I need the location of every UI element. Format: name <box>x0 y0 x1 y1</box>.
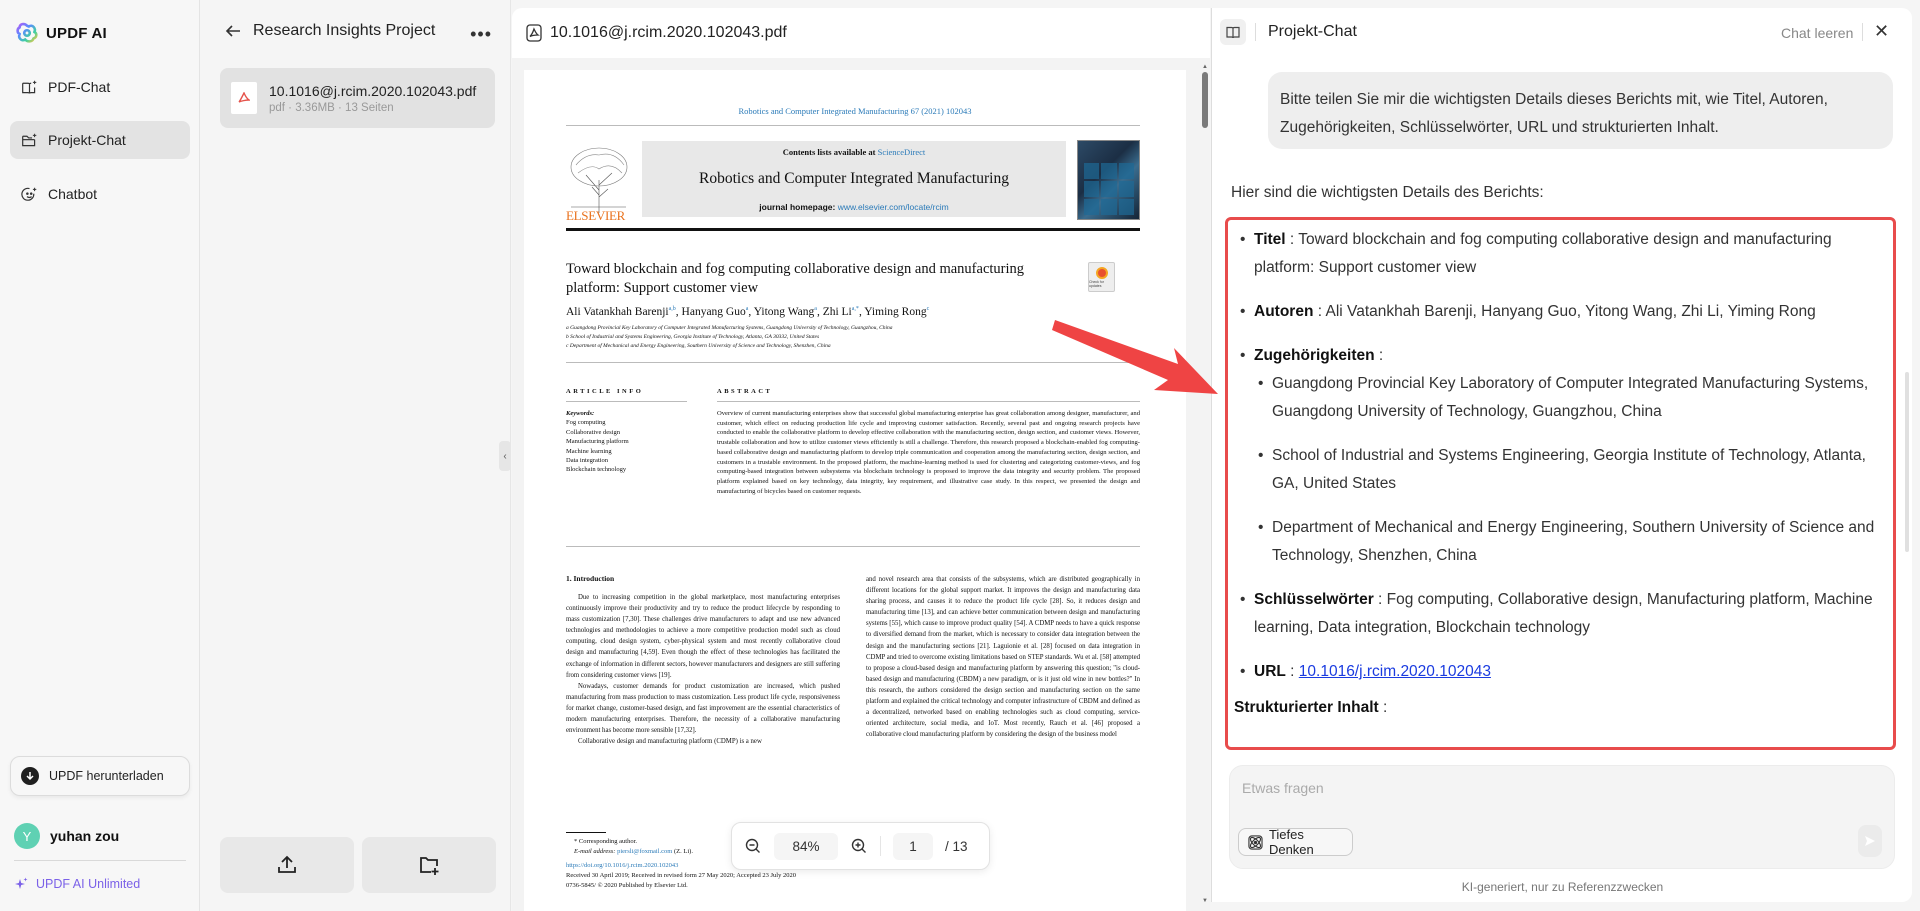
updf-logo-icon <box>16 22 38 44</box>
affiliation-item: • Guangdong Provincial Key Laboratory of Computer Integrated Manufacturing Systems, Guangdong University of Technology, Guangzhou, China <box>1234 370 1893 426</box>
pdf-file-icon <box>231 82 257 114</box>
answer-label: Zugehörigkeiten <box>1254 347 1375 364</box>
received-dates: Received 30 April 2019; Received in revised form 27 May 2020; Accepted 23 July 2020 <box>566 872 796 879</box>
publisher-name: ELSEVIER <box>566 208 625 223</box>
author-email-link[interactable]: piersli@foxmail.com <box>617 848 673 855</box>
chat-panel <box>1211 8 1912 902</box>
answer-value: : Ali Vatankhah Barenji, Hanyang Guo, Yitong Wang, Zhi Li, Yiming Rong <box>1313 303 1816 320</box>
send-icon <box>1864 835 1876 847</box>
sciencedirect-link[interactable]: ScienceDirect <box>877 147 926 157</box>
zoom-toolbar <box>731 822 990 870</box>
author-name: Zhi Li <box>822 306 852 318</box>
divider <box>566 401 687 402</box>
upload-icon <box>276 854 298 876</box>
answer-value: : Toward blockchain and fog computing collaborative design and manufacturing platform: Support customer view <box>1254 231 1832 276</box>
unlimited-label: UPDF AI Unlimited <box>36 877 141 891</box>
divider <box>566 125 1140 126</box>
sparkle-icon <box>14 877 28 891</box>
atom-icon <box>1248 835 1263 850</box>
pdf-page <box>524 70 1186 911</box>
sidebar-item-projekt-chat[interactable] <box>10 121 190 159</box>
deep-think-toggle[interactable] <box>1238 828 1353 856</box>
answer-intro: Hier sind die wichtigsten Details des Berichts: <box>1231 184 1544 201</box>
viewer-file-title: 10.1016@j.rcim.2020.102043.pdf <box>550 24 787 41</box>
send-button[interactable] <box>1858 825 1882 857</box>
bot-face-icon <box>21 186 38 203</box>
pdf-file-icon <box>526 24 542 42</box>
intro-column-right <box>866 574 1140 740</box>
intro-paragraph: and novel research area that consists of the subsystems, which are distributed geographically in different locations for the global support market. It improves the design and manufacturing data sharing process, and causes it to reduce the product life cycle [28]. So, it reduces design and manufacturing time [13], and can achieve better communication between design and manufacturing systems [55], which cause to improve product quality [54]. A CDMP needs to have a quick response to diversified demand from the market, which is necessary to consider data integration between the design and the manufacturing sections [21]. Laguionie et al. [28] focused on data integration in CDMP and tried to overcome existing limitations based on STEP standards. Wu et al. [58] attempted to propose a cloud-based design and manufacturing platform by answering this question; "is cloud-based design and manufacturing (CBDM) a new paradigm, or is it just old wine in new bottles?" In this research, the authors considered the design section and manufacturing section on the same platform and explained the critical technology and computer infrastructure of CBDM and defined as a decentralized, networked based on enabling technologies such as cloud computing, service-oriented architecture, social media, and IoT. Most recently, Rauch et al. [46] proposed a collaborative cloud manufacturing platform by considering the design of the business model <box>866 576 1140 739</box>
affiliation-item: • Department of Mechanical and Energy Engineering, Southern University of Science and Technology, Shenzhen, China <box>1234 514 1893 570</box>
abstract-heading: ABSTRACT <box>717 388 773 395</box>
keywords-list <box>566 409 629 475</box>
project-header <box>225 22 435 40</box>
paper-affiliations <box>566 324 893 351</box>
scrollbar-thumb[interactable] <box>1202 72 1208 128</box>
doi-link[interactable]: https://doi.org/10.1016/j.rcim.2020.102043 <box>566 862 679 869</box>
upload-button[interactable] <box>220 837 354 893</box>
download-updf-button[interactable] <box>10 756 190 796</box>
structured-content-heading: Strukturierter Inhalt <box>1234 699 1379 716</box>
sidebar-item-label: Projekt-Chat <box>48 132 126 148</box>
brand <box>16 22 107 44</box>
ai-disclaimer: KI-generiert, nur zu Referenzzwecken <box>1461 880 1664 894</box>
contents-prefix: Contents lists available at <box>782 147 878 157</box>
new-folder-button[interactable] <box>362 837 496 893</box>
answer-url-item <box>1234 658 1893 686</box>
answer-label: Titel <box>1254 231 1286 248</box>
divider <box>1862 23 1863 41</box>
journal-banner <box>642 141 1066 217</box>
corresponding-author-note: * Corresponding author. <box>574 838 638 845</box>
answer-affiliations-item <box>1234 342 1893 370</box>
journal-title: Robotics and Computer Integrated Manufacturing <box>699 170 1009 187</box>
keyword: Blockchain technology <box>566 466 627 474</box>
highlighted-answer <box>1225 217 1896 750</box>
doi-url-link[interactable]: 10.1016/j.rcim.2020.102043 <box>1298 663 1491 680</box>
keywords-label: Keywords: <box>566 410 595 417</box>
answer-title-item <box>1234 226 1893 282</box>
book-icon <box>1226 26 1240 39</box>
journal-homepage-link[interactable]: www.elsevier.com/locate/rcim <box>837 202 949 212</box>
clear-chat-button[interactable]: Chat leeren <box>1781 25 1854 41</box>
divider <box>1255 23 1256 41</box>
affiliation: b School of Industrial and Systems Engineering, Georgia Institute of Technology, Atlanta, GA 30332, United States <box>566 334 820 340</box>
article-info-heading: ARTICLE INFO <box>566 388 644 395</box>
author-sup: c <box>926 306 930 313</box>
sidebar-item-label: Chatbot <box>48 186 98 202</box>
divider <box>14 860 186 861</box>
intro-paragraph: Due to increasing competition in the global marketplace, most manufacturing enterprises continuously improve their productivity and try to reduce the product lifecycle by responding to mass customization [7,30]. These challenges drive manufacturers to adapt and use new advanced technologies and methodologies to achieve a more competitive production model such as cloud computing, cloud design system, cyber-physical system and most recently collaborative cloud design and manufacturing [4,59]. Even though the effect of these technologies has facilitated the exchange of information in different sectors, however manufacturers and designers are still suffering from considering customer views [19]. <box>566 594 840 679</box>
intro-paragraph: Collaborative design and manufacturing platform (CDMP) is a new <box>578 738 762 746</box>
paper-title: Toward blockchain and fog computing collaborative design and manufacturing platform: Support customer view <box>566 261 1025 296</box>
introduction-heading: 1. Introduction <box>566 574 615 583</box>
divider <box>717 401 1140 402</box>
answer-sep: : <box>1378 699 1388 716</box>
answer-value: : <box>1374 347 1384 364</box>
author-sup: a,* <box>851 306 859 313</box>
pdf-canvas[interactable] <box>512 58 1210 911</box>
pdf-scrollbar[interactable]: ▲ ▼ <box>1202 64 1208 904</box>
affiliation: c Department of Mechanical and Energy Engineering, Southern University of Science and Technology, Shenzhen, China <box>566 343 831 349</box>
pdf-viewer <box>512 8 1210 911</box>
copyright: 0736-5845/ © 2020 Published by Elsevier Ltd. <box>566 882 688 889</box>
author-sup: a,b <box>668 306 676 313</box>
project-title: Research Insights Project <box>253 22 436 39</box>
sidebar-item-pdf-chat[interactable] <box>10 68 190 106</box>
collapse-panel-handle[interactable]: ‹ <box>499 441 511 471</box>
user-message: Bitte teilen Sie mir die wichtigsten Details dieses Berichts mit, wie Titel, Autoren, Zugehörigkeiten, Schlüsselwörter, URL und strukturierten Inhalt. <box>1268 72 1893 149</box>
deep-think-label: Tiefes Denken <box>1268 827 1314 857</box>
journal-cover-image <box>1077 140 1140 220</box>
answer-keywords-item <box>1234 586 1893 642</box>
user-name: yuhan zou <box>50 828 120 844</box>
email-suffix: (Z. Li). <box>672 848 693 855</box>
file-meta: pdf · 3.36MB · 13 Seiten <box>269 101 394 114</box>
toggle-reader-button[interactable] <box>1220 19 1246 45</box>
book-sparkle-icon <box>21 79 38 96</box>
back-arrow-icon[interactable] <box>225 24 241 38</box>
brand-name: UPDF AI <box>46 24 107 42</box>
email-label: E-mail address: <box>574 848 618 855</box>
keyword: Collaborative design <box>566 428 620 436</box>
abstract-text: Overview of current manufacturing enterprises show that successful global manufacturing enterprise has great collaboration among designer, manufacturer, and customer, which effect on reducing production life cycle and improving customer satisfaction. Recently, several past and ongoing research projects have conducted to enable the collaborative platform to develop effective collaboration with the manufacturing section, design section, and customer views. However, trustable collaboration and how to utilize customer views efficiently is still a challenge. Therefore, this research proposed a blockchain-enabled fog computing-based collaborative design and manufacturing platform to develop triple communication and cooperation among the manufacturing section, design section, and customers in a trustable environment. In the proposed platform, the machine-learning method is used for clustering and categorizing customer-views, and fog computing-based integration between subsystems via blockchain technology is proposed to improve the data integrity and security problem. The proposed platform explained based on key technology, data integrity, key requirement, and illustrative case study. In this respect, we presented the design and manufacturing of bicycles based on customer requests. <box>717 410 1140 495</box>
folder-sparkle-icon <box>21 132 38 149</box>
author-name: Ali Vatankhah Barenji <box>566 306 669 318</box>
sidebar <box>0 0 200 911</box>
chat-input[interactable] <box>1242 776 1842 800</box>
answer-label: Schlüsselwörter <box>1254 591 1374 608</box>
keyword: Data integration <box>566 457 609 465</box>
divider <box>566 228 1140 231</box>
zoom-out-icon[interactable] <box>744 837 762 855</box>
sidebar-item-chatbot[interactable] <box>10 175 190 213</box>
page-total: / 13 <box>945 838 968 854</box>
project-file-item[interactable] <box>220 68 495 128</box>
viewer-header <box>512 8 1210 58</box>
author-sup: a <box>745 306 749 313</box>
folder-plus-icon <box>418 854 440 876</box>
check-updates-label: Check for updates <box>1089 279 1104 288</box>
divider <box>566 362 1140 363</box>
chat-scrollbar[interactable] <box>1905 372 1909 552</box>
answer-label: URL <box>1254 663 1286 680</box>
answer-authors-item <box>1234 298 1893 326</box>
divider <box>880 836 881 856</box>
download-icon <box>21 767 39 785</box>
affiliation-item: • School of Industrial and Systems Engineering, Georgia Institute of Technology, Atlanta, GA, United States <box>1234 442 1893 498</box>
project-panel <box>201 0 511 911</box>
paper-authors: Ali Vatankhah Barenji$^{a,b}$, Hanyang Guo$^a$, Yitong Wang$^a$, Zhi $Li^{a,*}$, Yiming Rong$^c$ <box>566 306 930 318</box>
answer-label: Autoren <box>1254 303 1314 320</box>
author-name: Hanyang Guo <box>681 306 746 318</box>
more-horizontal-icon[interactable]: ••• <box>470 24 492 44</box>
zoom-level[interactable]: 84% <box>774 833 838 860</box>
keyword: Machine learning <box>566 447 612 455</box>
page-number-input[interactable]: 1 <box>893 833 933 860</box>
updf-ai-unlimited-link[interactable] <box>14 877 140 891</box>
answer-sep: : <box>1285 663 1299 680</box>
user-profile[interactable] <box>14 823 119 849</box>
author-name: Yiming Rong <box>864 306 927 318</box>
affiliation: a Guangdong Provincial Key Laboratory of Computer Integrated Manufacturing Systems, Guangdong University of Technology, Guangzhou, China <box>566 325 893 331</box>
chat-input-box <box>1229 765 1895 869</box>
avatar: Y <box>14 823 40 849</box>
keyword: Manufacturing platform <box>566 438 629 446</box>
chat-title: Projekt-Chat <box>1268 23 1357 40</box>
keyword: Fog computing <box>566 419 606 427</box>
intro-column-left <box>566 592 840 747</box>
close-icon[interactable]: ✕ <box>1874 21 1890 41</box>
author-name: Yitong Wang <box>753 306 815 318</box>
intro-paragraph: Nowadays, customer demands for product customization are increased, which pushed manufacturing from mass production to mass customization. Less product life cycle, responsiveness for market change, customer-based design, and fast improvement are the essential characteristics of modern manufacturing enterprises. Therefore, the necessity of a collaborative manufacturing environment has become more sensible [17,32]. <box>566 682 840 735</box>
pdf-journal-line: Robotics and Computer Integrated Manufacturing 67 (2021) 102043 <box>738 106 972 116</box>
divider <box>566 546 1140 547</box>
download-label: UPDF herunterladen <box>49 769 164 783</box>
homepage-prefix: journal homepage: <box>759 202 838 212</box>
zoom-in-icon[interactable] <box>850 837 868 855</box>
author-sup: a <box>814 306 817 313</box>
file-name: 10.1016@j.rcim.2020.102043.pdf <box>269 82 477 99</box>
answer-value: : Fog computing, Collaborative design, Manufacturing platform, Machine learning, Data integration, Blockchain technology <box>1254 591 1873 636</box>
sidebar-item-label: PDF-Chat <box>48 79 111 95</box>
check-for-updates-badge[interactable] <box>1088 262 1115 292</box>
